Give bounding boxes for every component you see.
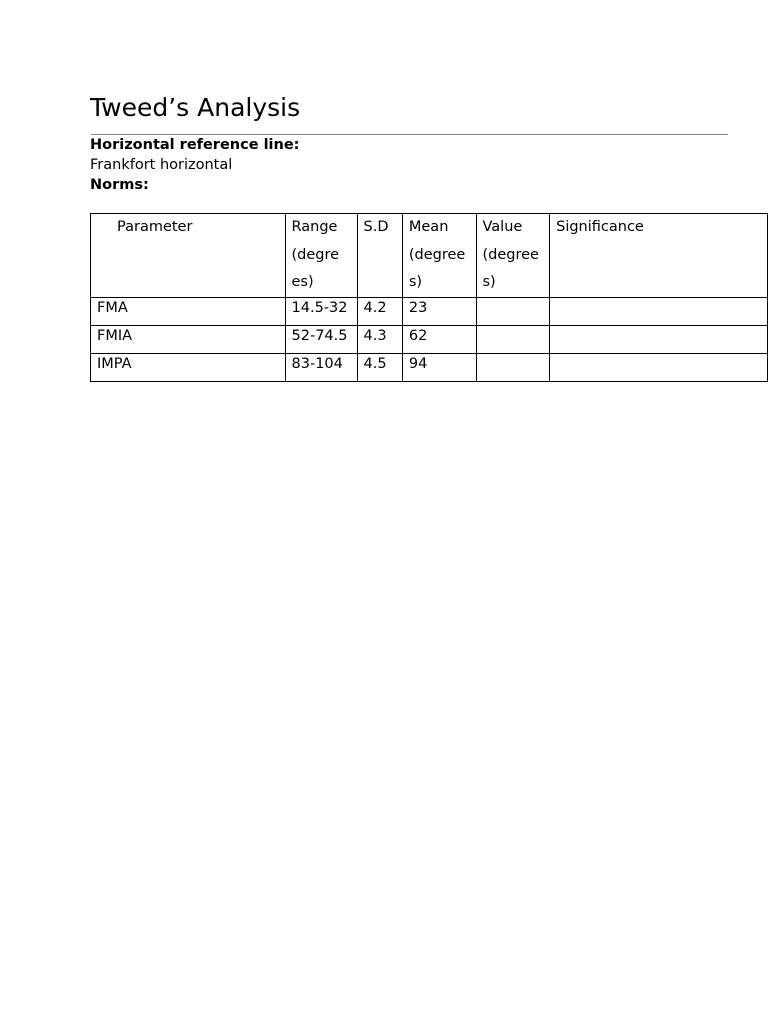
reference-line-value: Frankfort horizontal: [90, 157, 233, 173]
header-significance: [550, 214, 768, 298]
cell-significance[interactable]: [550, 325, 768, 353]
header-value: [476, 214, 550, 298]
cell-sd: 4.5: [357, 353, 402, 381]
page-title: Tweed’s Analysis: [90, 93, 301, 122]
header-range-line1: Range: [291, 219, 338, 235]
header-mean: [402, 214, 476, 298]
reference-line-label: Horizontal reference line:: [90, 137, 300, 153]
table-row: [91, 353, 768, 381]
cell-significance[interactable]: [550, 297, 768, 325]
norms-table: [90, 213, 768, 382]
header-mean-line3: s): [408, 274, 423, 290]
cell-range: 83-104: [285, 353, 357, 381]
cell-mean: 62: [402, 325, 476, 353]
cell-parameter: FMIA: [91, 325, 286, 353]
cell-value[interactable]: [476, 325, 550, 353]
table-header-row: [91, 214, 768, 298]
cell-range: 14.5-32: [285, 297, 357, 325]
cell-sd: 4.2: [357, 297, 402, 325]
table-row: [91, 297, 768, 325]
norms-label: Norms:: [90, 177, 149, 193]
cell-parameter: IMPA: [91, 353, 286, 381]
header-range: [285, 214, 357, 298]
header-range-line2: (degre: [291, 246, 340, 263]
cell-sd: 4.3: [357, 325, 402, 353]
cell-value[interactable]: [476, 353, 550, 381]
header-value-line3: s): [482, 274, 496, 290]
cell-mean: 94: [402, 353, 476, 381]
cell-mean: 23: [402, 297, 476, 325]
header-mean-line2: (degree: [408, 246, 466, 263]
header-value-line1: Value: [482, 219, 523, 235]
header-sd-text: S.D: [363, 219, 389, 235]
cell-significance[interactable]: [550, 353, 768, 381]
table-row: [91, 325, 768, 353]
header-value-line2: (degree: [482, 246, 539, 263]
header-range-line3: es): [291, 274, 314, 290]
header-parameter-text: Parameter: [117, 219, 193, 235]
cell-parameter: FMA: [91, 297, 286, 325]
header-parameter: [91, 214, 286, 298]
header-significance-text: Significance: [556, 219, 644, 235]
header-sd: [357, 214, 402, 298]
cell-range: 52-74.5: [285, 325, 357, 353]
header-mean-line1: Mean: [408, 219, 449, 235]
cell-value[interactable]: [476, 297, 550, 325]
